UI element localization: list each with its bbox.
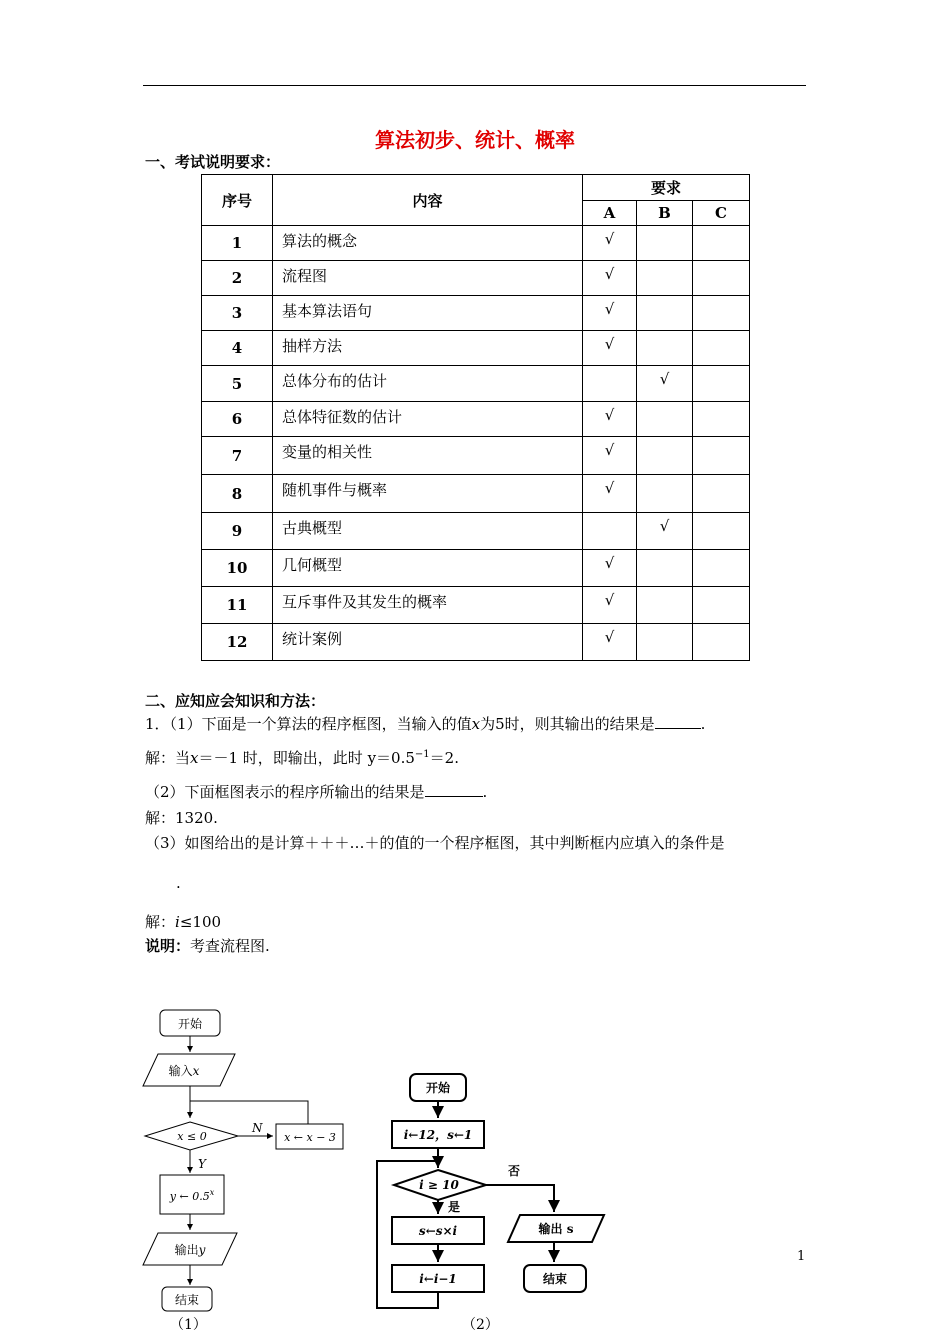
- condition-label: i ≥ 10: [419, 1178, 459, 1192]
- variable: x: [190, 749, 199, 767]
- row-number: 4: [202, 331, 273, 366]
- answer-3-text: 解：: [145, 913, 176, 931]
- table-row: [202, 587, 750, 624]
- answer-1-text: 解：当: [145, 749, 191, 767]
- row-level-b: [637, 475, 693, 513]
- row-content: 互斥事件及其发生的概率: [273, 587, 583, 624]
- start-label: 开始: [425, 1081, 451, 1095]
- answer-3: [145, 911, 221, 932]
- row-level-b: [637, 296, 693, 331]
- row-content: 随机事件与概率: [273, 475, 583, 513]
- output-text: 输出: [174, 1243, 199, 1257]
- row-level-c: [693, 296, 750, 331]
- caption-1: （1）: [170, 1317, 207, 1333]
- row-level-a: √: [583, 624, 637, 661]
- init-label: i←12，s←1: [403, 1128, 473, 1142]
- row-level-a: √: [583, 587, 637, 624]
- table-row: [202, 513, 750, 550]
- row-level-b: [637, 624, 693, 661]
- header-a: A: [583, 201, 637, 226]
- row-content: 抽样方法: [273, 331, 583, 366]
- row-level-b: [637, 226, 693, 261]
- table-row: [202, 366, 750, 402]
- start-label: 开始: [177, 1017, 203, 1031]
- answer-1: [145, 747, 459, 768]
- row-level-b: √: [637, 366, 693, 402]
- row-level-a: √: [583, 331, 637, 366]
- row-level-c: [693, 587, 750, 624]
- header-c: C: [693, 201, 750, 226]
- row-level-c: [693, 366, 750, 402]
- calc-text: y ← 0.5: [169, 1190, 210, 1203]
- row-content: 变量的相关性: [273, 437, 583, 475]
- multiply-label: s←s×i: [418, 1224, 458, 1238]
- row-level-b: [637, 587, 693, 624]
- row-level-a: [583, 366, 637, 402]
- row-level-a: √: [583, 437, 637, 475]
- calc-label: [169, 1188, 215, 1203]
- answer-3-text-2: ≤100: [179, 913, 222, 931]
- answer-2: 解：1320.: [145, 809, 218, 827]
- flowchart-1: [140, 1005, 350, 1315]
- note-label: 说明：: [145, 937, 191, 955]
- row-number: 1: [202, 226, 273, 261]
- row-content: 总体特征数的估计: [273, 402, 583, 437]
- row-level-c: [693, 402, 750, 437]
- period: .: [700, 715, 706, 733]
- row-number: 5: [202, 366, 273, 402]
- row-level-b: [637, 261, 693, 296]
- row-level-b: [637, 437, 693, 475]
- row-content: 基本算法语句: [273, 296, 583, 331]
- row-level-a: √: [583, 402, 637, 437]
- requirements-table: [201, 174, 750, 661]
- input-var: x: [192, 1064, 200, 1078]
- row-number: 9: [202, 513, 273, 550]
- note: [145, 935, 270, 956]
- note-text: 考查流程图.: [190, 937, 270, 955]
- row-level-c: [693, 261, 750, 296]
- row-level-a: √: [583, 226, 637, 261]
- question-3-dot: .: [176, 874, 181, 892]
- table-row: [202, 226, 750, 261]
- header-rule: [143, 85, 806, 86]
- row-level-b: [637, 550, 693, 587]
- header-requirement: 要求: [583, 175, 750, 201]
- variable: x: [471, 715, 481, 733]
- table-row: [202, 296, 750, 331]
- row-level-a: [583, 513, 637, 550]
- period: .: [482, 783, 488, 801]
- row-level-b: [637, 331, 693, 366]
- row-number: 3: [202, 296, 273, 331]
- row-number: 12: [202, 624, 273, 661]
- answer-blank: [655, 714, 701, 729]
- row-level-c: [693, 624, 750, 661]
- input-text: 输入: [168, 1064, 193, 1078]
- table-body: [202, 226, 750, 661]
- table-row: [202, 331, 750, 366]
- row-content: 古典概型: [273, 513, 583, 550]
- row-number: 10: [202, 550, 273, 587]
- assign-label: x ← x − 3: [284, 1131, 336, 1144]
- table-row: [202, 402, 750, 437]
- no-label: 否: [508, 1164, 521, 1178]
- question-2: [145, 781, 487, 802]
- output-label: [175, 1242, 206, 1257]
- table-row: [202, 261, 750, 296]
- row-level-a: √: [583, 296, 637, 331]
- variable: i: [175, 913, 180, 931]
- output-label: 输出 s: [538, 1222, 574, 1236]
- table-row: [202, 550, 750, 587]
- row-level-b: √: [637, 513, 693, 550]
- answer-1-text-3: ＝2.: [429, 749, 459, 767]
- header-b: B: [637, 201, 693, 226]
- document-title: 算法初步、统计、概率: [375, 128, 575, 152]
- row-level-a: √: [583, 550, 637, 587]
- row-content: 流程图: [273, 261, 583, 296]
- header-no: 序号: [202, 175, 273, 226]
- row-level-b: [637, 402, 693, 437]
- row-level-c: [693, 331, 750, 366]
- row-level-c: [693, 437, 750, 475]
- question-2-text: （2）下面框图表示的程序所输出的结果是: [145, 783, 425, 801]
- no-label: N: [252, 1121, 263, 1135]
- question-3: （3）如图给出的是计算＋＋＋…＋的值的一个程序框图，其中判断框内应填入的条件是: [145, 834, 725, 852]
- question-1: [145, 713, 705, 734]
- row-level-c: [693, 475, 750, 513]
- row-number: 2: [202, 261, 273, 296]
- exponent: −1: [414, 749, 430, 760]
- row-number: 8: [202, 475, 273, 513]
- section-heading-1: 一、考试说明要求：: [145, 153, 281, 171]
- row-number: 7: [202, 437, 273, 475]
- row-level-c: [693, 550, 750, 587]
- flowchart-2: [372, 1068, 612, 1313]
- row-number: 11: [202, 587, 273, 624]
- question-1-text: 1．（1）下面是一个算法的程序框图，当输入的值: [145, 715, 472, 733]
- row-content: 总体分布的估计: [273, 366, 583, 402]
- question-1-text-2: 为5时，则其输出的结果是: [480, 715, 655, 733]
- answer-blank-2: [425, 782, 483, 797]
- table-row: [202, 437, 750, 475]
- row-level-a: √: [583, 475, 637, 513]
- row-content: 统计案例: [273, 624, 583, 661]
- row-level-c: [693, 226, 750, 261]
- row-content: 算法的概念: [273, 226, 583, 261]
- output-var: y: [198, 1243, 206, 1257]
- header-content: 内容: [273, 175, 583, 226]
- yes-label: Y: [198, 1157, 206, 1171]
- answer-1-text-2: ＝－1 时，即输出，此时 y＝0.5: [198, 749, 415, 767]
- page-number: 1: [797, 1249, 806, 1264]
- table-row: [202, 624, 750, 661]
- end-label: 结束: [542, 1272, 568, 1286]
- caption-2: （2）: [462, 1317, 499, 1333]
- decrement-label: i←i−1: [419, 1272, 457, 1286]
- yes-label: 是: [448, 1200, 461, 1214]
- input-label: [169, 1063, 200, 1078]
- calc-exponent: x: [209, 1188, 215, 1197]
- row-content: 几何概型: [273, 550, 583, 587]
- row-level-c: [693, 513, 750, 550]
- end-label: 结束: [174, 1293, 200, 1307]
- condition-label: x ≤ 0: [177, 1130, 207, 1143]
- row-level-a: √: [583, 261, 637, 296]
- section-heading-2: 二、应知应会知识和方法：: [145, 692, 326, 710]
- table-row: [202, 475, 750, 513]
- row-number: 6: [202, 402, 273, 437]
